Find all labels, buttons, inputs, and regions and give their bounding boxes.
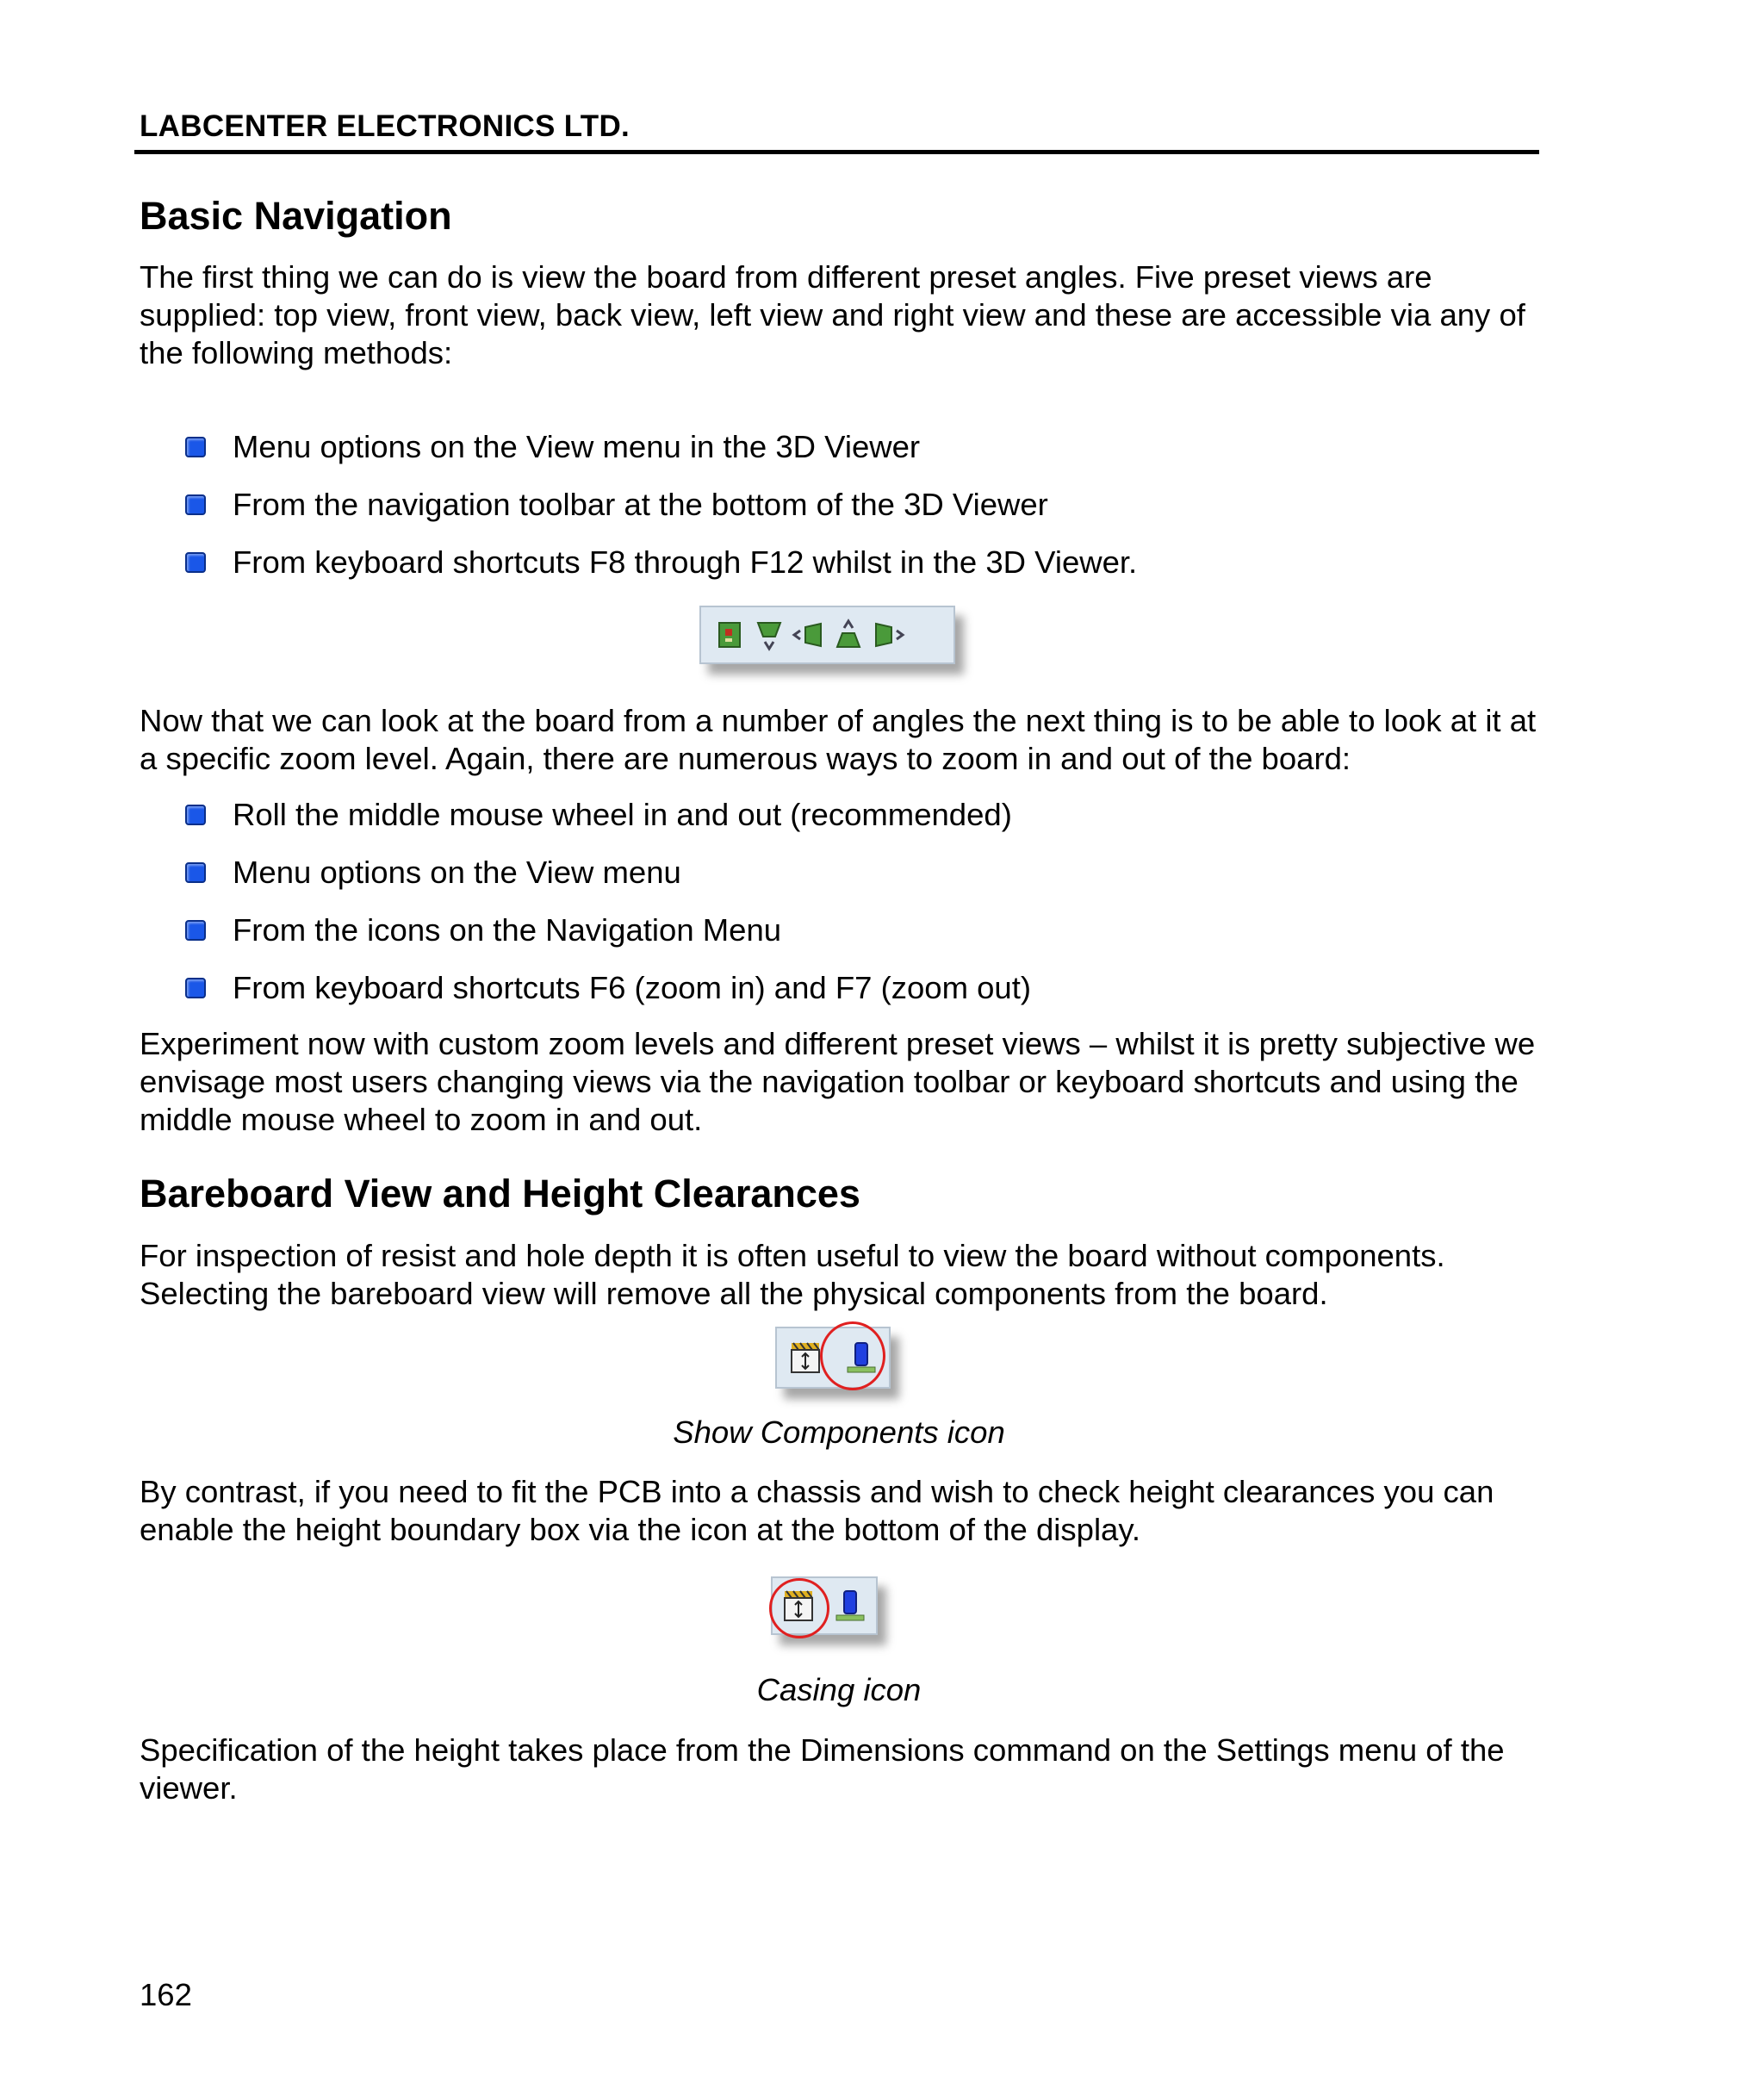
navigation-toolbar-image — [699, 606, 955, 664]
zoom-intro-paragraph: Now that we can look at the board from a number of angles the next thing is to be able to look at it at a specific zoom level. Again, there are numerous ways to zoom in and out of the board: — [140, 703, 1537, 776]
top-view-icon — [710, 615, 749, 655]
list-item: From keyboard shortcuts F8 through F12 whilst in the 3D Viewer. — [0, 544, 1137, 601]
highlight-ring — [769, 1578, 829, 1638]
bullet-icon — [185, 805, 206, 825]
intro-paragraph: The first thing we can do is view the board from different preset angles. Five preset views are supplied: top view, front view, back view, left view and right view and these are accessible via any of the following methods: — [140, 259, 1525, 370]
highlight-ring — [820, 1321, 885, 1390]
specification-paragraph: Specification of the height takes place from the Dimensions command on the Settings menu of the viewer. — [140, 1732, 1505, 1806]
section-heading-bareboard: Bareboard View and Height Clearances — [140, 1172, 860, 1215]
bareboard-intro-paragraph: For inspection of resist and hole depth it is often useful to view the board without components. Selecting the bareboard view will remove all the physical components from the board. — [140, 1238, 1445, 1311]
list-item: From keyboard shortcuts F6 (zoom in) and F7 (zoom out) — [0, 969, 1031, 1027]
list-item: Roll the middle mouse wheel in and out (recommended) — [0, 796, 1031, 854]
list-item: Menu options on the View menu — [0, 854, 1031, 911]
bullet-icon — [185, 978, 206, 998]
right-view-icon — [868, 615, 908, 655]
left-view-icon — [789, 615, 829, 655]
list-item: From the icons on the Navigation Menu — [0, 911, 1031, 969]
zoom-methods-list — [0, 796, 1031, 1027]
section-heading-basic-navigation: Basic Navigation — [140, 194, 452, 238]
page-number: 162 — [140, 1977, 192, 2012]
bullet-icon — [185, 494, 206, 515]
bullet-icon — [185, 920, 206, 941]
header-rule — [134, 150, 1539, 154]
list-item: Menu options on the View menu in the 3D Viewer — [0, 428, 1137, 486]
page-header: LABCENTER ELECTRONICS LTD. — [140, 109, 630, 143]
preset-view-methods-list — [0, 428, 1137, 601]
list-item: From the navigation toolbar at the bottom of the 3D Viewer — [0, 486, 1137, 544]
bullet-icon — [185, 862, 206, 883]
show-components-caption: Show Components icon — [673, 1414, 1005, 1450]
show-components-icon — [830, 1586, 870, 1626]
casing-caption: Casing icon — [756, 1672, 922, 1707]
contrast-paragraph: By contrast, if you need to fit the PCB into a chassis and wish to check height clearances you can enable the height boundary box via the icon at the bottom of the display. — [140, 1474, 1494, 1547]
front-view-icon — [749, 615, 789, 655]
back-view-icon — [829, 615, 868, 655]
casing-icon — [786, 1338, 825, 1377]
bullet-icon — [185, 437, 206, 457]
experiment-paragraph: Experiment now with custom zoom levels and different preset views – whilst it is pretty subjective we envisage most users changing views via the navigation toolbar or keyboard shortcuts and using the middle mouse wheel to zoom in and out. — [140, 1026, 1536, 1137]
bullet-icon — [185, 552, 206, 573]
